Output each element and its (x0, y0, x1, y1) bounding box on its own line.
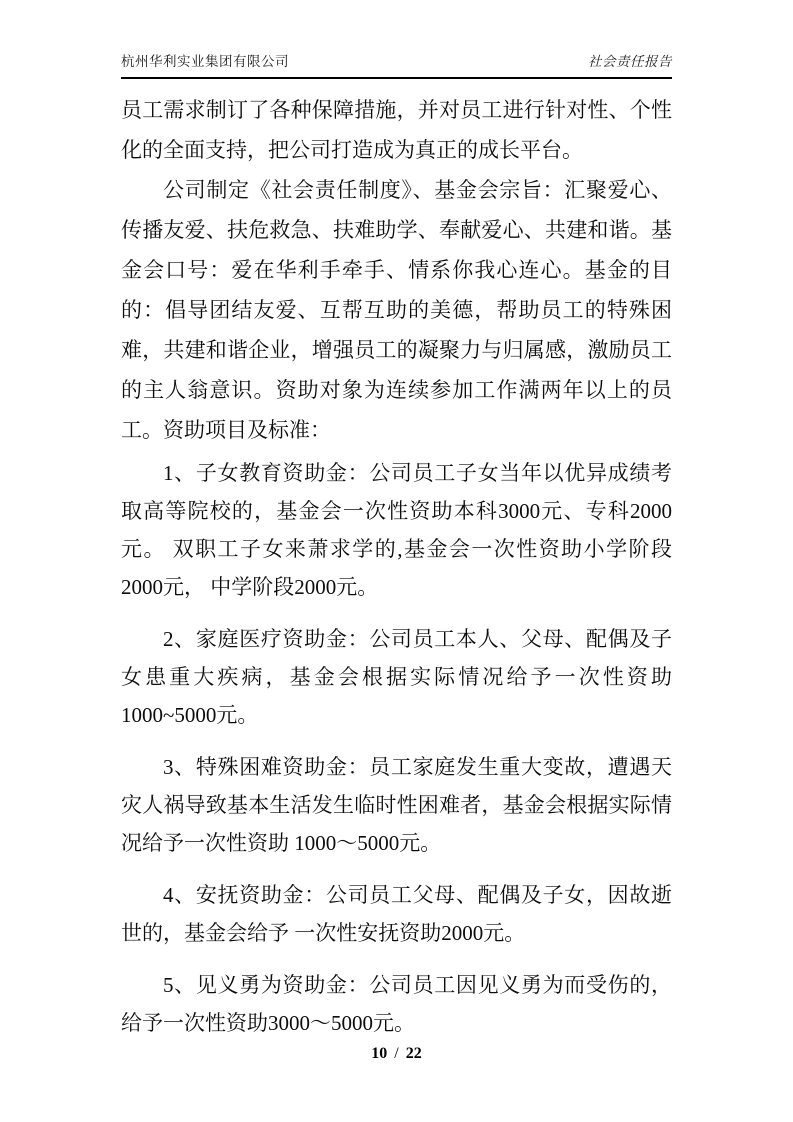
company-name: 杭州华利实业集团有限公司 (121, 54, 289, 69)
page-number (0, 1045, 793, 1063)
item-1-education: 1、子女教育资助金：公司员工子女当年以优异成绩考取高等院校的，基金会一次性资助本科3000元、专科2000元。 双职工子女来萧求学的,基金会一次性资助小学阶段2000元， 中学阶段2000元。 (121, 461, 672, 599)
item-5-bravery: 5、见义勇为资助金：公司员工因见义勇为而受伤的，给予一次性资助3000～5000元。 (121, 973, 672, 1035)
item-2-medical: 2、家庭医疗资助金：公司员工本人、父母、配偶及子女患重大疾病，基金会根据实际情况给予一次性资助 1000~5000元。 (121, 627, 672, 727)
item-4-condolence: 4、安抚资助金：公司员工父母、配偶及子女，因故逝世的，基金会给予 一次性安抚资助2000元。 (121, 883, 672, 945)
paragraph-fund-purpose: 公司制定《社会责任制度》、基金会宗旨：汇聚爱心、传播友爱、扶危救急、扶难助学、奉献爱心、共建和谐。基金会口号：爱在华利手牵手、情系你我心连心。基金的目的：倡导团结友爱、互帮互助的美德，帮助员工的特殊困难，共建和谐企业，增强员工的凝聚力与归属感，激励员工的主人翁意识。资助对象为连续参加工作满两年以上的员工。资助项目及标准： (121, 178, 672, 442)
document-body (121, 90, 672, 1042)
item-3-special-hardship: 3、特殊困难资助金：员工家庭发生重大变故，遭遇天灾人祸导致基本生活发生临时性困难者，基金会根据实际情况给予一次性资助 1000～5000元。 (121, 755, 672, 855)
paragraph-continued: 员工需求制订了各种保障措施，并对员工进行针对性、个性化的全面支持，把公司打造成为真正的成长平台。 (121, 98, 672, 162)
page-number-total: 22 (405, 1045, 422, 1062)
page-number-current: 10 (371, 1045, 388, 1062)
report-title: 社会责任报告 (588, 54, 672, 69)
page-number-separator: / (394, 1045, 399, 1062)
page-header (121, 50, 672, 79)
